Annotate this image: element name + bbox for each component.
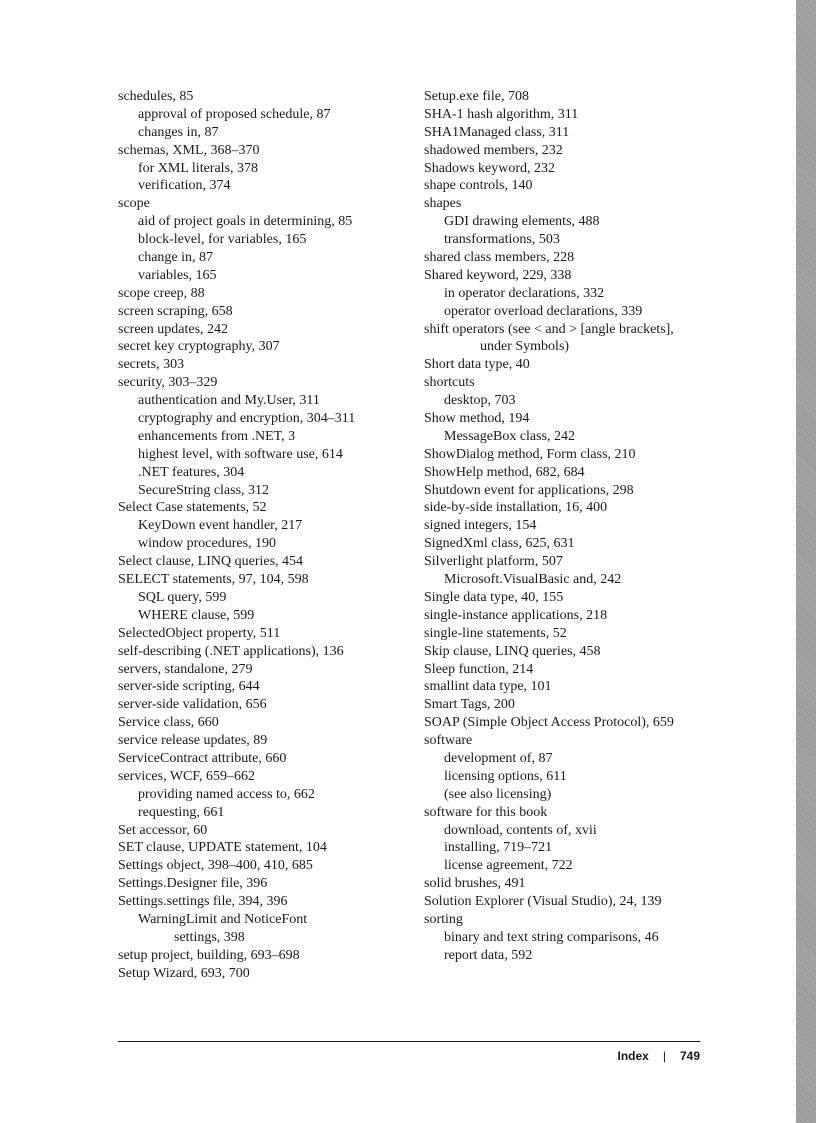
index-entry: secret key cryptography, 307	[118, 339, 280, 355]
index-column-left	[118, 88, 408, 983]
index-subentry: operator overload declarations, 339	[444, 303, 643, 319]
index-entry: single-line statements, 52	[424, 625, 567, 641]
index-subentry: cryptography and encryption, 304–311	[138, 411, 356, 427]
index-subentry: change in, 87	[138, 250, 214, 266]
index-entry: Settings.Designer file, 396	[118, 876, 268, 892]
index-entry: single-instance applications, 218	[424, 607, 608, 623]
index-entry: Silverlight platform, 507	[424, 554, 563, 570]
index-subentry: WHERE clause, 599	[138, 607, 255, 623]
index-entry: security, 303–329	[118, 375, 218, 391]
index-subentry: installing, 719–721	[444, 840, 553, 856]
footer-section-label: Index	[617, 1049, 649, 1063]
index-entry: screen scraping, 658	[118, 303, 233, 319]
index-entry: sorting	[424, 911, 463, 927]
index-entry: Set accessor, 60	[118, 822, 208, 838]
index-entry: SHA1Managed class, 311	[424, 124, 570, 140]
index-subentry: approval of proposed schedule, 87	[138, 106, 331, 122]
index-subentry: window procedures, 190	[138, 536, 277, 552]
index-subentry: variables, 165	[138, 267, 217, 283]
index-entry: scope	[118, 196, 150, 212]
index-entry: scope creep, 88	[118, 285, 205, 301]
index-entry: Smart Tags, 200	[424, 697, 515, 713]
index-entry: Single data type, 40, 155	[424, 589, 564, 605]
index-entry: Show method, 194	[424, 411, 530, 427]
index-entry: shape controls, 140	[424, 178, 533, 194]
index-entry: Select clause, LINQ queries, 454	[118, 554, 304, 570]
index-entry: software for this book	[424, 804, 548, 820]
index-entry: SHA-1 hash algorithm, 311	[424, 106, 579, 122]
index-subentry: authentication and My.User, 311	[138, 393, 320, 409]
index-entry: secrets, 303	[118, 357, 185, 373]
index-entry: shapes	[424, 196, 462, 212]
index-subentry: SecureString class, 312	[138, 482, 270, 498]
index-entry: solid brushes, 491	[424, 876, 526, 892]
index-entry: servers, standalone, 279	[118, 661, 253, 677]
index-column-right	[424, 88, 724, 965]
index-subentry: (see also licensing)	[444, 786, 552, 802]
index-entry: ShowDialog method, Form class, 210	[424, 446, 636, 462]
index-entry: Sleep function, 214	[424, 661, 534, 677]
index-entry: Short data type, 40	[424, 357, 530, 373]
index-subentry: .NET features, 304	[138, 464, 245, 480]
index-entry: signed integers, 154	[424, 518, 537, 534]
index-subentry: WarningLimit and NoticeFont	[138, 911, 308, 927]
index-entry: Service class, 660	[118, 715, 219, 731]
index-entry: shift operators (see < and > [angle brackets],	[424, 321, 674, 337]
index-entry: screen updates, 242	[118, 321, 229, 337]
index-entry: schedules, 85	[118, 89, 194, 104]
index-subentry: Microsoft.VisualBasic and, 242	[444, 572, 622, 588]
index-entry: shortcuts	[424, 375, 475, 391]
index-subentry: MessageBox class, 242	[444, 428, 576, 444]
index-subentry: development of, 87	[444, 750, 553, 766]
index-subentry: aid of project goals in determining, 85	[138, 214, 353, 230]
index-entry: Select Case statements, 52	[118, 500, 267, 516]
index-entry: Setup.exe file, 708	[424, 89, 529, 104]
index-subentry: changes in, 87	[138, 124, 219, 140]
index-subentry: report data, 592	[444, 947, 533, 963]
index-subentry: settings, 398	[174, 929, 245, 945]
index-subentry: SQL query, 599	[138, 589, 227, 605]
index-entry: Shutdown event for applications, 298	[424, 482, 634, 498]
index-subentry: verification, 374	[138, 178, 231, 194]
index-subentry: license agreement, 722	[444, 858, 573, 874]
index-entry: SignedXml class, 625, 631	[424, 536, 575, 552]
index-entry: SOAP (Simple Object Access Protocol), 659	[424, 715, 674, 731]
index-entry: self-describing (.NET applications), 136	[118, 643, 344, 659]
index-entry: Shadows keyword, 232	[424, 160, 556, 176]
index-entry: server-side validation, 656	[118, 697, 267, 713]
index-subentry: binary and text string comparisons, 46	[444, 929, 659, 945]
index-subentry: enhancements from .NET, 3	[138, 428, 296, 444]
page-footer	[618, 1049, 701, 1063]
index-subentry: KeyDown event handler, 217	[138, 518, 303, 534]
index-entry: service release updates, 89	[118, 733, 268, 749]
index-entry: ServiceContract attribute, 660	[118, 750, 287, 766]
index-entry: ShowHelp method, 682, 684	[424, 464, 585, 480]
index-entry: smallint data type, 101	[424, 679, 552, 695]
index-subentry: for XML literals, 378	[138, 160, 259, 176]
index-subentry: licensing options, 611	[444, 768, 567, 784]
index-entry: shared class members, 228	[424, 250, 575, 266]
index-entry: SET clause, UPDATE statement, 104	[118, 840, 327, 856]
index-subentry: highest level, with software use, 614	[138, 446, 343, 462]
index-entry: Setup Wizard, 693, 700	[118, 965, 250, 981]
page-edge-strip	[796, 0, 816, 1123]
footer-separator: |	[662, 1049, 666, 1063]
index-entry: Settings object, 398–400, 410, 685	[118, 858, 313, 874]
footer-rule	[118, 1041, 700, 1042]
index-subentry: under Symbols)	[480, 339, 570, 355]
index-subentry: block-level, for variables, 165	[138, 232, 307, 248]
index-entry: Solution Explorer (Visual Studio), 24, 139	[424, 894, 662, 910]
index-entry: schemas, XML, 368–370	[118, 142, 260, 158]
index-subentry: GDI drawing elements, 488	[444, 214, 600, 230]
index-entry: software	[424, 733, 473, 749]
index-subentry: providing named access to, 662	[138, 786, 315, 802]
index-entry: shadowed members, 232	[424, 142, 563, 158]
index-entry: Settings.settings file, 394, 396	[118, 894, 288, 910]
index-subentry: desktop, 703	[444, 393, 516, 409]
index-subentry: in operator declarations, 332	[444, 285, 605, 301]
index-entry: setup project, building, 693–698	[118, 947, 300, 963]
index-entry: services, WCF, 659–662	[118, 768, 256, 784]
index-subentry: download, contents of, xvii	[444, 822, 597, 838]
index-entry: server-side scripting, 644	[118, 679, 260, 695]
index-entry: SELECT statements, 97, 104, 598	[118, 572, 309, 588]
index-entry: Skip clause, LINQ queries, 458	[424, 643, 601, 659]
index-entry: Shared keyword, 229, 338	[424, 267, 572, 283]
page-number: 749	[679, 1049, 700, 1063]
index-subentry: transformations, 503	[444, 232, 560, 248]
index-entry: SelectedObject property, 511	[118, 625, 281, 641]
index-entry: side-by-side installation, 16, 400	[424, 500, 608, 516]
index-subentry: requesting, 661	[138, 804, 225, 820]
